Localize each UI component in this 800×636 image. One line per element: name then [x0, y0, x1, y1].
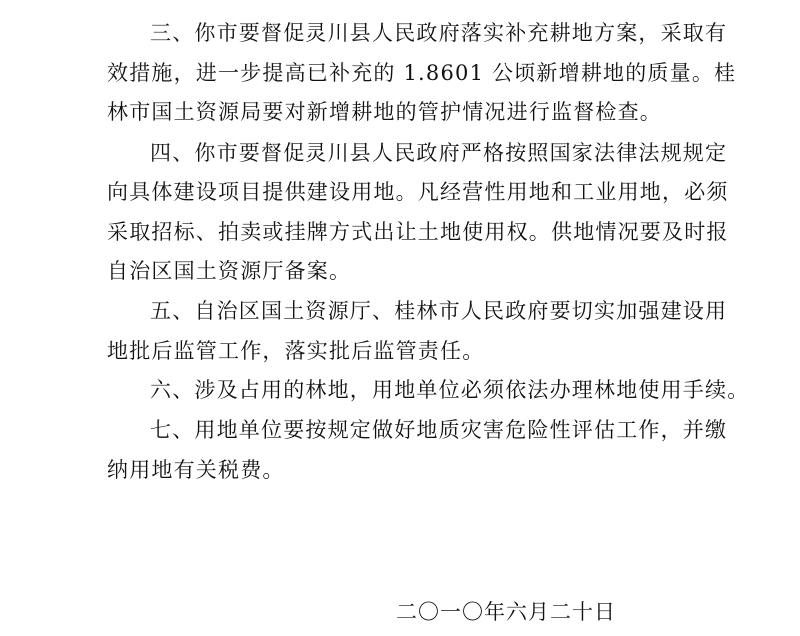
document-date: 二〇一〇年六月二十日: [396, 600, 616, 624]
paragraph-5-line-2: 地批后监管工作，落实批后监管责任。: [107, 339, 485, 363]
paragraph-4-line-1: 四、你市要督促灵川县人民政府严格按照国家法律法规规定: [150, 141, 728, 165]
paragraph-4-line-3: 采取招标、拍卖或挂牌方式出让土地使用权。供地情况要及时报: [107, 220, 729, 244]
paragraph-4-line-2: 向具体建设项目提供建设用地。凡经营性用地和工业用地，必须: [107, 180, 729, 204]
paragraph-3-line-1: 三、你市要督促灵川县人民政府落实补充耕地方案，采取有: [150, 21, 728, 45]
paragraph-6-line-1: 六、涉及占用的林地，用地单位必须依法办理林地使用手续。: [150, 378, 750, 402]
paragraph-4-line-4: 自治区国土资源厅备案。: [107, 259, 352, 283]
paragraph-3-line-2: 效措施，进一步提高已补充的 1.8601 公顷新增耕地的质量。桂: [107, 61, 737, 85]
paragraph-3-line-3: 林市国土资源局要对新增耕地的管护情况进行监督检查。: [107, 100, 662, 124]
paragraph-7-line-2: 纳用地有关税费。: [107, 458, 285, 482]
paragraph-7-line-1: 七、用地单位要按规定做好地质灾害危险性评估工作，并缴: [150, 418, 728, 442]
paragraph-5-line-1: 五、自治区国土资源厅、桂林市人民政府要切实加强建设用: [150, 299, 728, 323]
